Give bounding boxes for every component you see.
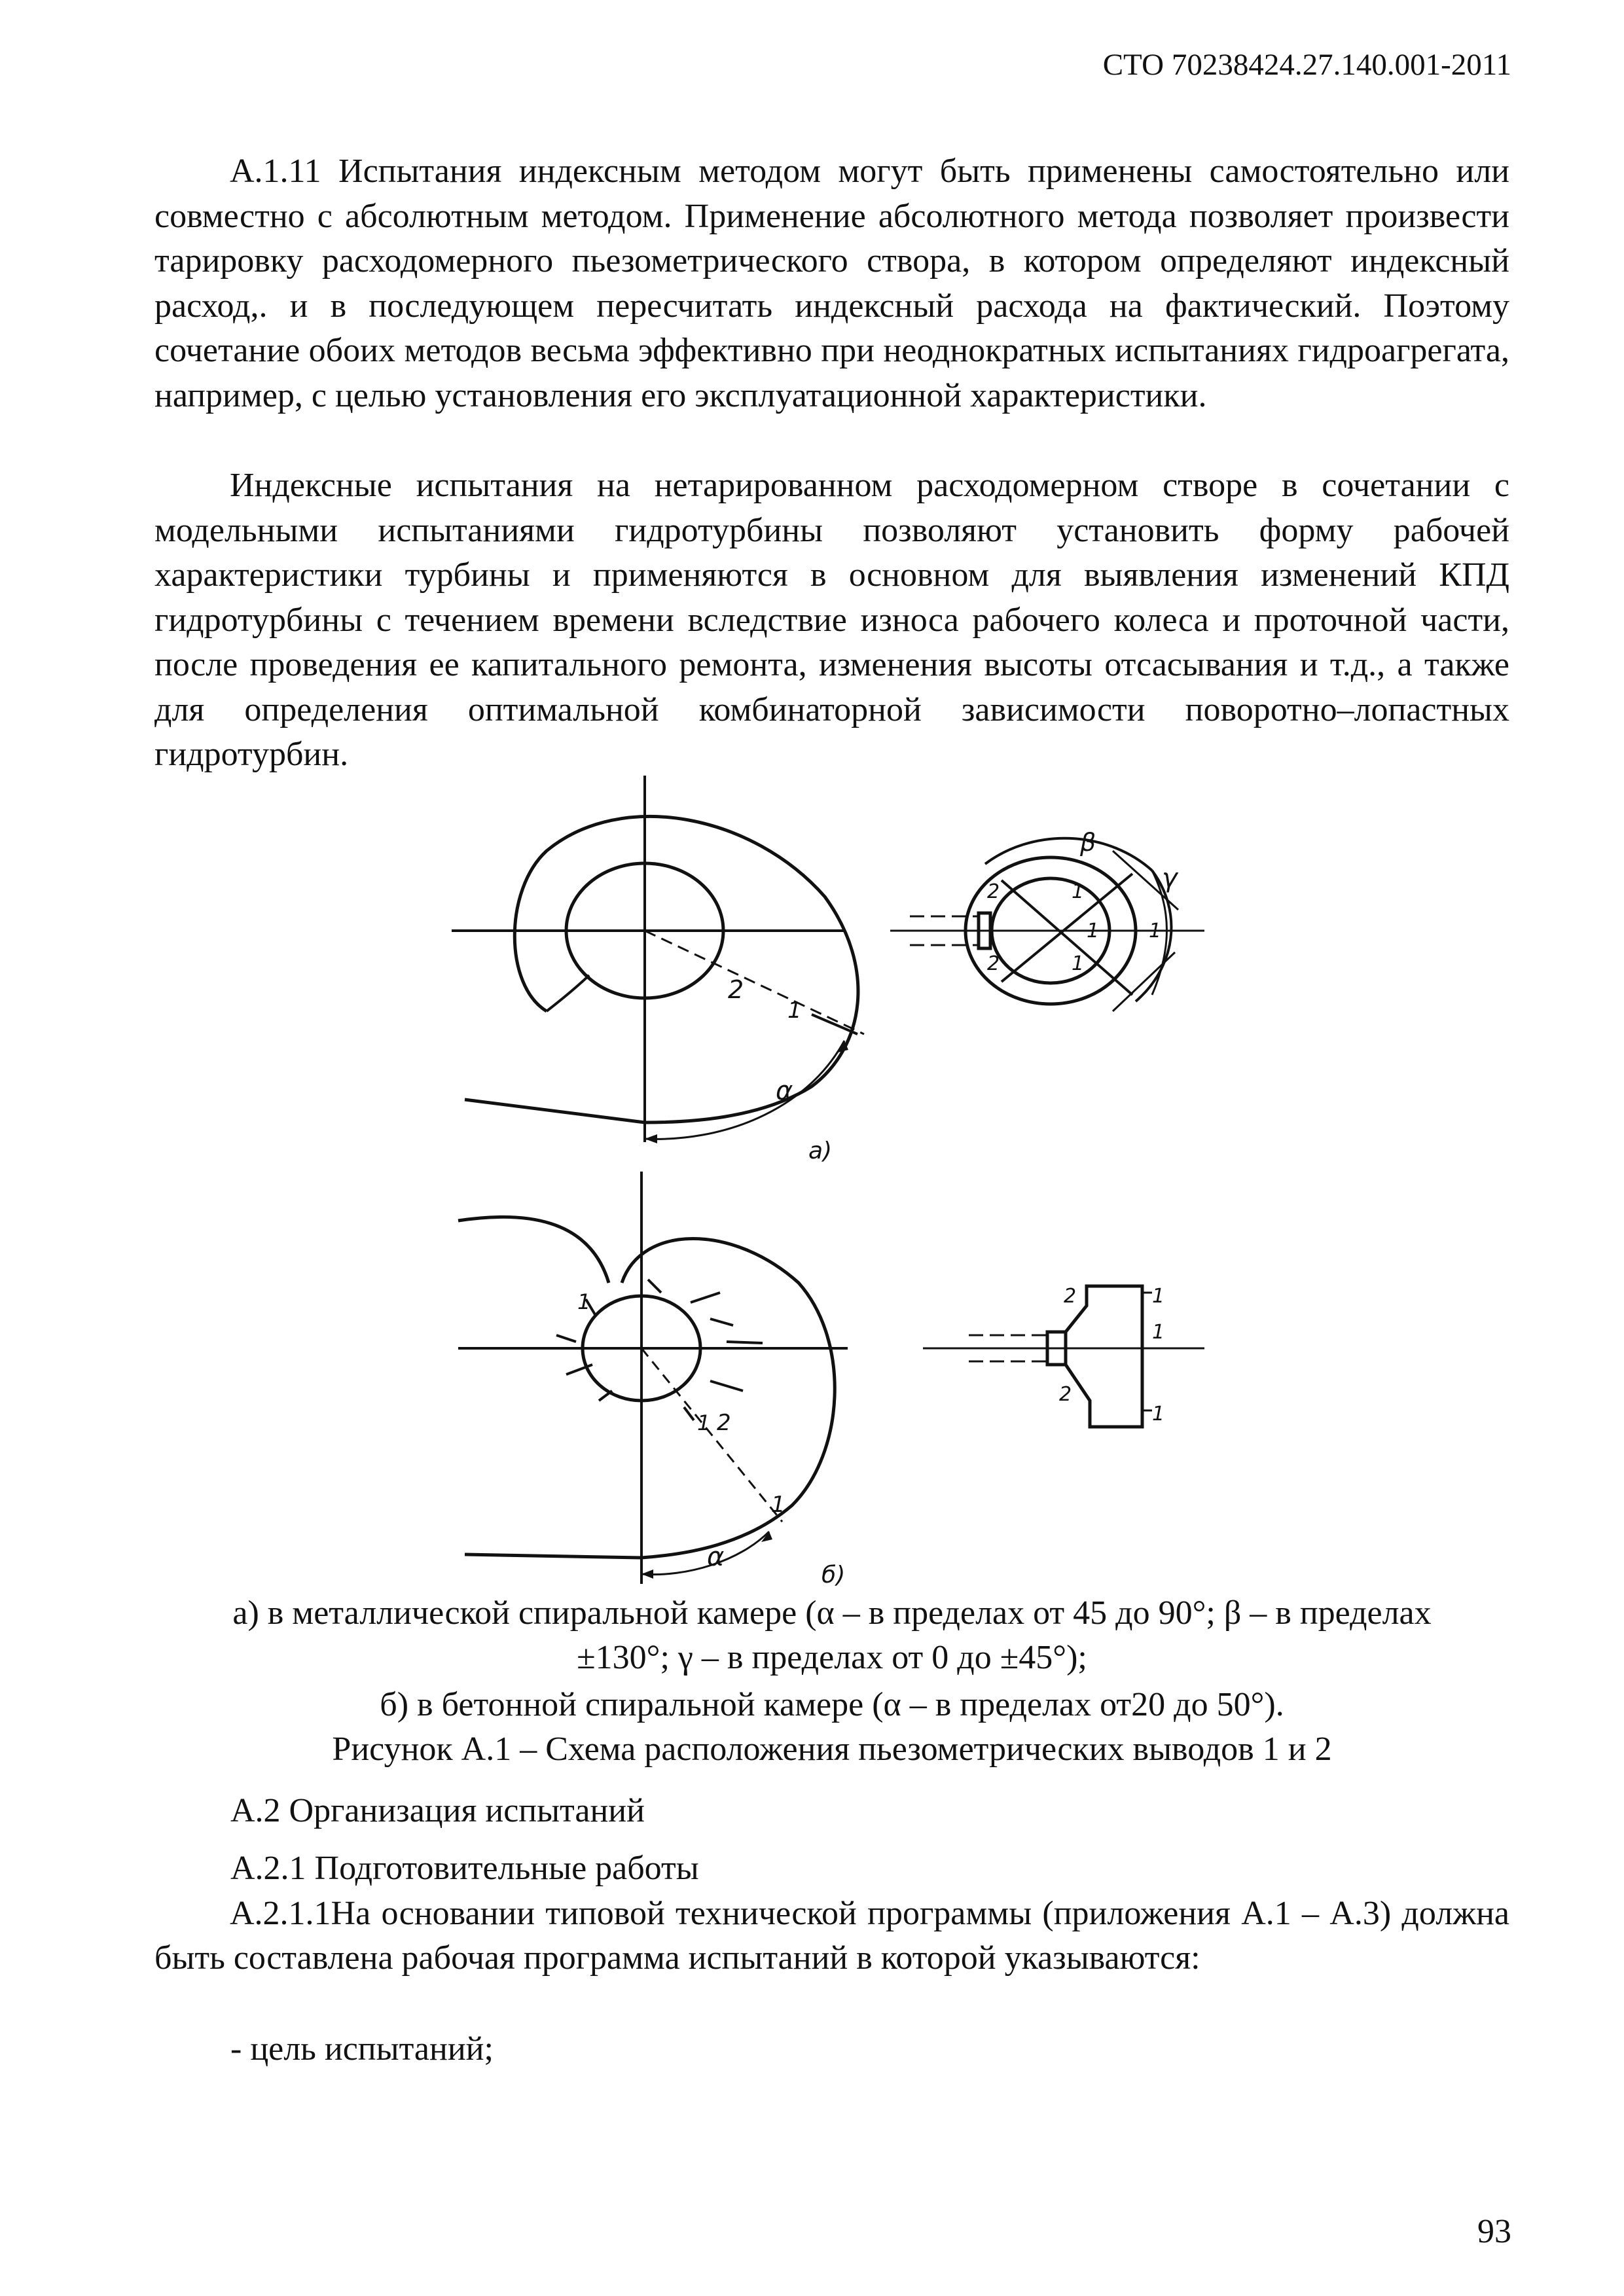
figure-caption: Рисунок А.1 – Схема расположения пьезометрических выводов 1 и 2	[332, 1731, 1332, 1768]
label-alpha-a: α	[776, 1076, 793, 1106]
label-2-bsec-bot: 2	[1059, 1383, 1072, 1406]
label-1-sec-b: 1	[1087, 920, 1100, 942]
label-1-bsec-a: 1	[1152, 1285, 1165, 1308]
label-1-a: 1	[787, 997, 802, 1024]
label-2-b: 2	[717, 1410, 731, 1436]
label-beta: β	[1080, 828, 1096, 857]
diagram-a-spiral-casing	[452, 776, 864, 1143]
sublabel-a: а)	[808, 1138, 833, 1164]
section-a21-heading: А.2.1 Подготовительные работы	[230, 1850, 699, 1887]
label-1-b-top: 1	[577, 1289, 591, 1314]
label-2-bsec-top: 2	[1064, 1285, 1077, 1308]
page-number: 93	[1477, 2213, 1511, 2250]
paragraph-a-1-11: А.1.11 Испытания индексным методом могут быть применены самостоятельно или совместно с абсолютным методом. Применение абсолютного метода позволяет произвести тарировку расходомерного пьезометрического створа, в котором определяют индексный расход,. и в последующем пересчитать индексный расхода на фактический. Поэтому сочетание обоих методов весьма эффективно при неоднократных испытаниях гидроагрегата, например, с целью установления его эксплуатационной характеристики.	[154, 152, 1509, 414]
section-a2-heading: А.2 Организация испытаний	[230, 1792, 645, 1829]
label-1-bsec-c: 1	[1152, 1403, 1165, 1426]
label-1-b: 1	[771, 1492, 785, 1518]
caption-line-b: б) в бетонной спиральной камере (α – в пределах от20 до 50°).	[380, 1686, 1284, 1723]
diagram-b-spiral-casing	[458, 1172, 848, 1584]
label-gamma: γ	[1162, 863, 1178, 893]
bullet-test-purpose: - цель испытаний;	[230, 2030, 494, 2068]
document-code-header: СТО 70238424.27.140.001-2011	[1102, 48, 1511, 82]
caption-line-a: а) в металлической спиральной камере (α – в пределах от 45 до 90°; β – в пределах	[232, 1594, 1432, 1632]
paragraph-index-tests: Индексные испытания на нетарированном расходомерном створе в сочетании с модельными испытаниями гидротурбины позволяют установить форму рабочей характеристики турбины и применяются в основном для выявления изменений КПД гидротурбины с течением времени вследствие износа рабочего колеса и проточной части, после проведения ее капитального ремонта, изменения высоты отсасывания и т.д., а также для определения оптимальной комбинаторной зависимости поворотно–лопастных гидротурбин.	[154, 467, 1509, 773]
label-2-a: 2	[728, 975, 744, 1004]
label-1-sec-c: 1	[1072, 952, 1085, 975]
label-1-sec-a: 1	[1072, 880, 1085, 903]
sublabel-b: б)	[821, 1562, 846, 1588]
label-alpha-b: α	[707, 1542, 725, 1572]
caption-line-a-cont: ±130°; γ – в пределах от 0 до ±45°);	[577, 1639, 1087, 1676]
label-1-bsec-b: 1	[1152, 1321, 1165, 1344]
label-2-sec-bot: 2	[987, 952, 1000, 975]
label-1-b-mid: 1	[697, 1410, 711, 1435]
label-1-sec-d: 1	[1149, 920, 1162, 942]
label-2-sec-top: 2	[987, 880, 1000, 903]
paragraph-a-2-1-1: А.2.1.1На основании типовой технической программы (приложения А.1 – А.3) должна быть составлена рабочая программа испытаний в которой указываются:	[154, 1895, 1509, 1977]
